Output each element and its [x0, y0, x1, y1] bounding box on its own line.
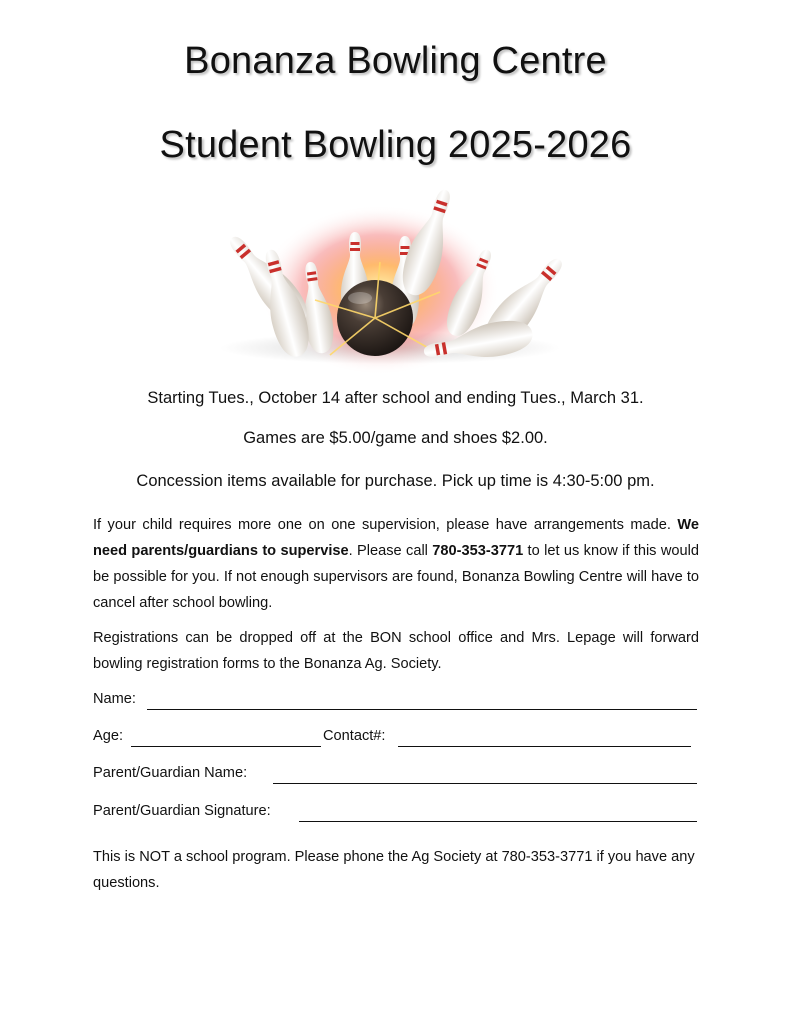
footer-note: This is NOT a school program. Please phone the Ag Society at 780-353-3771 if you have any questions. [93, 849, 695, 891]
name-field[interactable] [93, 691, 699, 715]
phone-number: 780-353-3771 [432, 543, 524, 559]
guardian-signature-field[interactable] [93, 803, 699, 827]
supervision-text-a: If your child requires more one on one supervision, please have arrangements made. [93, 517, 678, 533]
name-line[interactable] [147, 693, 697, 710]
registration-paragraph: Registrations can be dropped off at the BON school office and Mrs. Lepage will forward bowling registration forms to the Bonanza Ag. Society. [93, 630, 699, 672]
guardian-name-label: Parent/Guardian Name: [93, 765, 248, 781]
age-line[interactable] [131, 730, 321, 747]
guardian-name-field[interactable] [93, 765, 699, 789]
name-label: Name: [93, 691, 136, 707]
contact-label: Contact#: [323, 728, 386, 744]
schedule-text: Starting Tues., October 14 after school and ending Tues., March 31. [147, 389, 644, 407]
guardian-name-line[interactable] [273, 767, 697, 784]
supervision-text-b: . Please call [348, 543, 433, 559]
supervision-paragraph [93, 512, 699, 616]
age-label: Age: [93, 728, 124, 744]
supervision-text-c: to let us know if this would be possible for you. If not enough supervisors are found, Bonanza Bowling Centre will have to cancel after school bowling. [93, 543, 699, 611]
guardian-signature-line[interactable] [299, 805, 697, 822]
contact-line[interactable] [398, 730, 691, 747]
bowling-strike-illustration [210, 180, 580, 375]
page-title: Bonanza Bowling Centre [184, 40, 607, 82]
pricing-text: Games are $5.00/game and shoes $2.00. [243, 429, 548, 447]
guardian-signature-label: Parent/Guardian Signature: [93, 803, 271, 819]
concession-text: Concession items available for purchase. Pick up time is 4:30-5:00 pm. [136, 472, 655, 490]
age-contact-row [93, 728, 699, 752]
page-subtitle: Student Bowling 2025-2026 [159, 124, 632, 166]
supervision-bold-text: We need parents/guardians to supervise [93, 517, 699, 559]
